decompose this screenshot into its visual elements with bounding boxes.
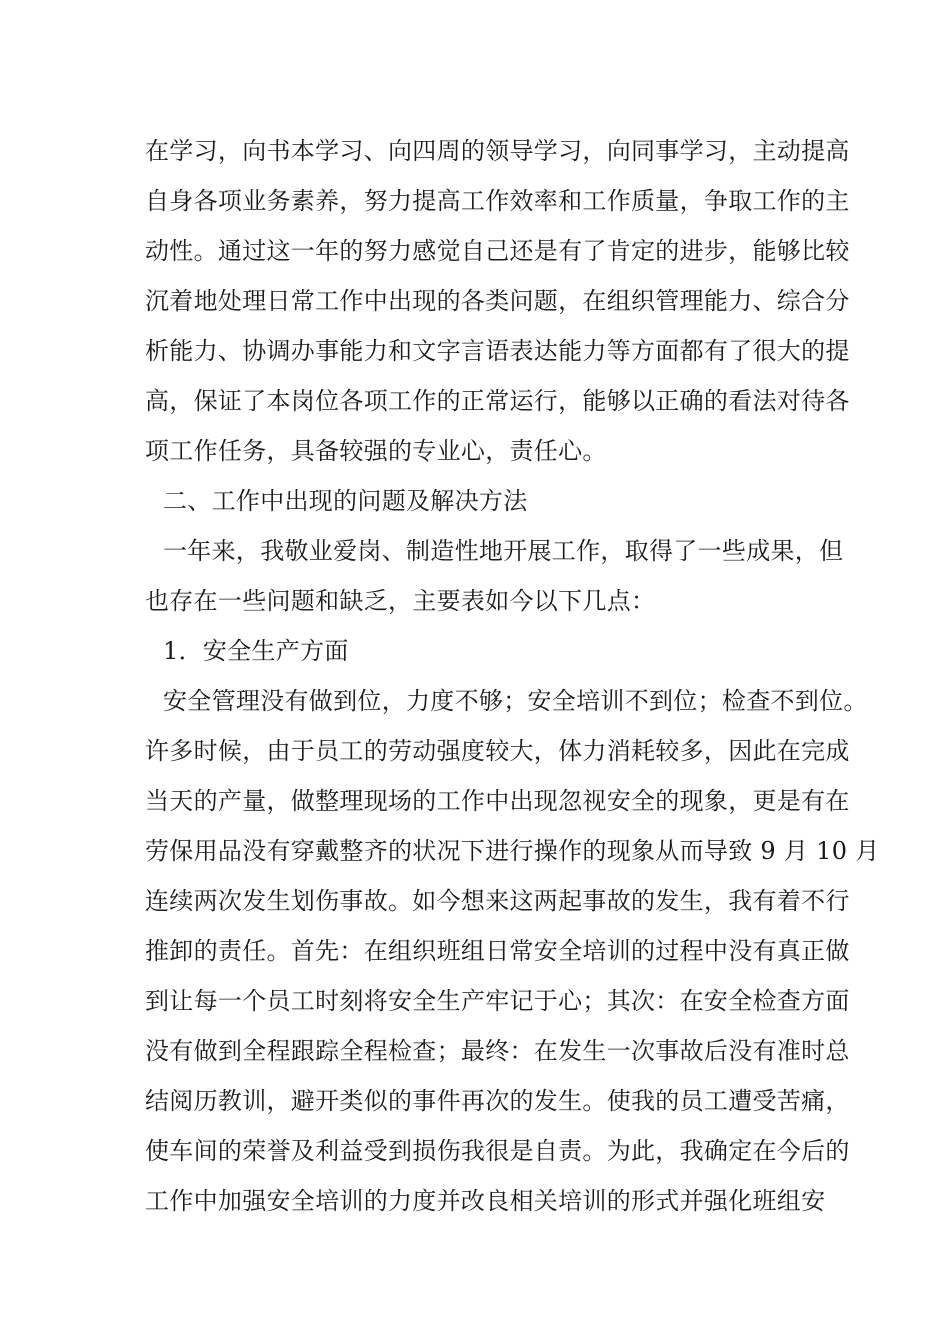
subsection-heading: 1．安全生产方面 bbox=[163, 637, 349, 665]
text-line: 在学习，向书本学习、向四周的领导学习，向同事学习，主动提高 bbox=[145, 137, 850, 165]
text-line: 使车间的荣誉及利益受到损伤我很是自责。为此，我确定在今后的 bbox=[145, 1137, 850, 1165]
text-line: 许多时候，由于员工的劳动强度较大，体力消耗较多，因此在完成 bbox=[145, 737, 850, 765]
text-line: 没有做到全程跟踪全程检查；最终：在发生一次事故后没有准时总 bbox=[145, 1037, 850, 1065]
text-line: 当天的产量，做整理现场的工作中出现忽视安全的现象，更是有在 bbox=[145, 787, 850, 815]
text-line: 工作中加强安全培训的力度并改良相关培训的形式并强化班组安 bbox=[145, 1187, 826, 1215]
text-line: 一年来，我敬业爱岗、制造性地开展工作，取得了一些成果，但 bbox=[163, 537, 844, 565]
text-line: 连续两次发生划伤事故。如今想来这两起事故的发生，我有着不行 bbox=[145, 887, 850, 915]
text-line: 高，保证了本岗位各项工作的正常运行，能够以正确的看法对待各 bbox=[145, 387, 850, 415]
text-line: 结阅历教训，避开类似的事件再次的发生。使我的员工遭受苦痛， bbox=[145, 1087, 850, 1115]
text-line: 也存在一些问题和缺乏，主要表如今以下几点： bbox=[145, 587, 656, 615]
text-line: 到让每一个员工时刻将安全生产牢记于心；其次：在安全检查方面 bbox=[145, 987, 850, 1015]
text-line: 动性。通过这一年的努力感觉自己还是有了肯定的进步，能够比较 bbox=[145, 237, 850, 265]
text-line: 项工作任务，具备较强的专业心，责任心。 bbox=[145, 437, 607, 465]
text-line: 沉着地处理日常工作中出现的各类问题，在组织管理能力、综合分 bbox=[145, 287, 850, 315]
text-line: 析能力、协调办事能力和文字言语表达能力等方面都有了很大的提 bbox=[145, 337, 850, 365]
text-line: 劳保用品没有穿戴整齐的状况下进行操作的现象从而导致 9 月 10 月 bbox=[145, 837, 880, 865]
text-line: 安全管理没有做到位，力度不够；安全培训不到位；检查不到位。 bbox=[163, 687, 868, 715]
text-line: 推卸的责任。首先：在组织班组日常安全培训的过程中没有真正做 bbox=[145, 937, 850, 965]
section-heading: 二、工作中出现的问题及解决方法 bbox=[163, 487, 528, 515]
text-line: 自身各项业务素养，努力提高工作效率和工作质量，争取工作的主 bbox=[145, 187, 850, 215]
